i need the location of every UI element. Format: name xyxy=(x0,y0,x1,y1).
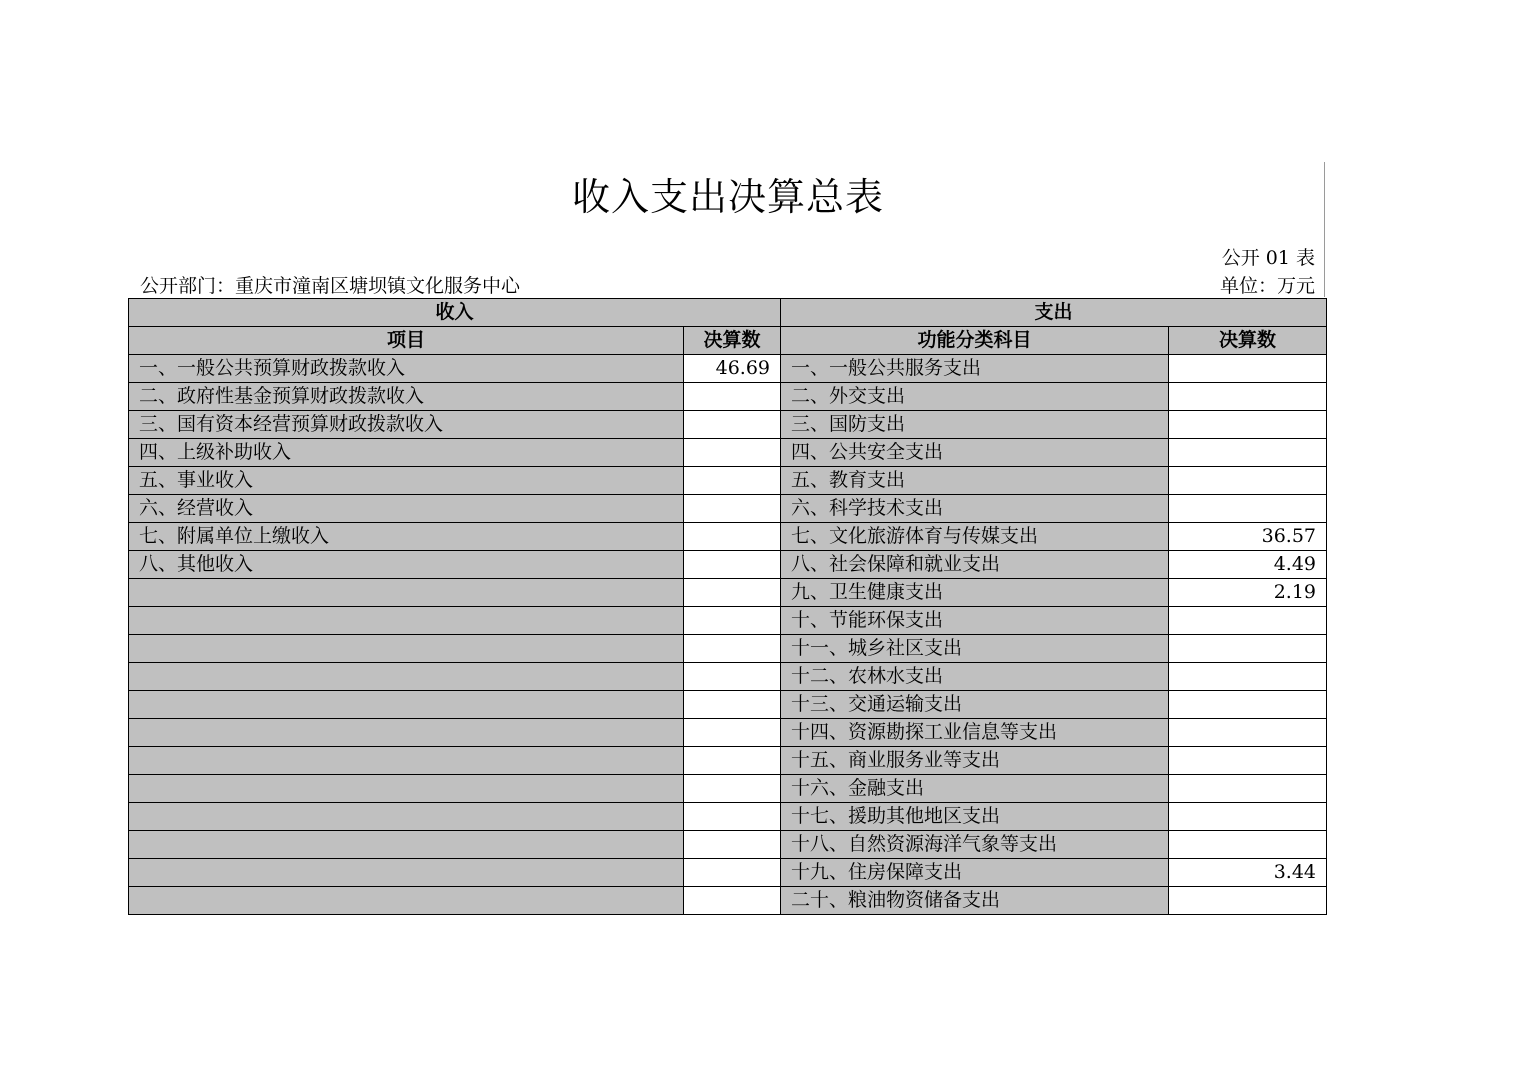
income-item-cell xyxy=(129,859,684,887)
income-amount-cell xyxy=(684,691,781,719)
expense-amount-cell xyxy=(1169,495,1327,523)
income-amount-cell xyxy=(684,607,781,635)
table-row xyxy=(129,607,1327,635)
table-row xyxy=(129,775,1327,803)
table-row xyxy=(129,859,1327,887)
income-amount-cell xyxy=(684,635,781,663)
income-item-cell xyxy=(129,887,684,915)
income-item-cell xyxy=(129,607,684,635)
income-item-cell xyxy=(129,831,684,859)
expense-item-cell: 十二、农林水支出 xyxy=(781,663,1169,691)
table-row xyxy=(129,523,1327,551)
income-amount-cell xyxy=(684,803,781,831)
table-body xyxy=(129,355,1327,915)
income-item-cell xyxy=(129,747,684,775)
table-row xyxy=(129,439,1327,467)
expense-amount-cell xyxy=(1169,439,1327,467)
expense-amount-cell: 36.57 xyxy=(1169,523,1327,551)
expense-item-cell: 九、卫生健康支出 xyxy=(781,579,1169,607)
income-amount-cell xyxy=(684,831,781,859)
expense-amount-cell xyxy=(1169,383,1327,411)
expense-amount-cell xyxy=(1169,635,1327,663)
expense-header: 支出 xyxy=(781,299,1327,327)
income-amount-cell xyxy=(684,439,781,467)
income-item-cell: 八、其他收入 xyxy=(129,551,684,579)
expense-amount-cell: 4.49 xyxy=(1169,551,1327,579)
table-row xyxy=(129,691,1327,719)
expense-item-cell: 五、教育支出 xyxy=(781,467,1169,495)
income-amount-cell: 46.69 xyxy=(684,355,781,383)
expense-item-cell: 一、一般公共服务支出 xyxy=(781,355,1169,383)
expense-amount-cell xyxy=(1169,663,1327,691)
table-row xyxy=(129,663,1327,691)
expense-item-cell: 四、公共安全支出 xyxy=(781,439,1169,467)
table-row xyxy=(129,579,1327,607)
expense-item-cell: 十五、商业服务业等支出 xyxy=(781,747,1169,775)
expense-item-cell: 十、节能环保支出 xyxy=(781,607,1169,635)
expense-item-cell: 二十、粮油物资储备支出 xyxy=(781,887,1169,915)
table-column-header-row xyxy=(129,327,1327,355)
income-amount-cell xyxy=(684,887,781,915)
expense-amount-cell xyxy=(1169,831,1327,859)
income-amount-cell xyxy=(684,523,781,551)
table-row xyxy=(129,831,1327,859)
expense-item-cell: 七、文化旅游体育与传媒支出 xyxy=(781,523,1169,551)
expense-item-cell: 六、科学技术支出 xyxy=(781,495,1169,523)
income-amount-cell xyxy=(684,551,781,579)
table-row xyxy=(129,719,1327,747)
expense-amount-cell xyxy=(1169,691,1327,719)
department-label: 公开部门：重庆市潼南区塘坝镇文化服务中心 xyxy=(140,275,521,297)
table-row xyxy=(129,495,1327,523)
income-header: 收入 xyxy=(129,299,781,327)
expense-item-cell: 十四、资源勘探工业信息等支出 xyxy=(781,719,1169,747)
unit-label: 单位：万元 xyxy=(1219,275,1315,297)
expense-amount-cell xyxy=(1169,747,1327,775)
expense-amount-cell: 2.19 xyxy=(1169,579,1327,607)
expense-amount-cell xyxy=(1169,719,1327,747)
expense-amount-column-header: 决算数 xyxy=(1169,327,1327,355)
table-row xyxy=(129,887,1327,915)
income-item-cell xyxy=(129,719,684,747)
table-row xyxy=(129,551,1327,579)
page-title: 收入支出决算总表 xyxy=(571,175,884,219)
income-amount-cell xyxy=(684,775,781,803)
expense-amount-cell xyxy=(1169,887,1327,915)
table-row xyxy=(129,383,1327,411)
income-amount-cell xyxy=(684,719,781,747)
expense-item-cell: 二、外交支出 xyxy=(781,383,1169,411)
income-item-cell: 一、一般公共预算财政拨款收入 xyxy=(129,355,684,383)
income-item-cell: 四、上级补助收入 xyxy=(129,439,684,467)
income-item-cell xyxy=(129,579,684,607)
table-group-header-row xyxy=(129,299,1327,327)
table-row xyxy=(129,467,1327,495)
expense-amount-cell xyxy=(1169,803,1327,831)
expense-item-cell: 十六、金融支出 xyxy=(781,775,1169,803)
table-row xyxy=(129,803,1327,831)
income-amount-cell xyxy=(684,383,781,411)
expense-item-cell: 三、国防支出 xyxy=(781,411,1169,439)
expense-amount-cell xyxy=(1169,467,1327,495)
income-item-cell xyxy=(129,635,684,663)
expense-amount-cell xyxy=(1169,607,1327,635)
income-amount-cell xyxy=(684,495,781,523)
income-amount-cell xyxy=(684,467,781,495)
income-item-cell xyxy=(129,803,684,831)
income-item-cell: 七、附属单位上缴收入 xyxy=(129,523,684,551)
budget-table xyxy=(128,298,1327,915)
table-row xyxy=(129,635,1327,663)
table-code: 公开 01 表 xyxy=(1221,247,1315,269)
income-item-cell: 三、国有资本经营预算财政拨款收入 xyxy=(129,411,684,439)
income-item-cell xyxy=(129,691,684,719)
expense-amount-cell: 3.44 xyxy=(1169,859,1327,887)
table-row xyxy=(129,747,1327,775)
expense-item-cell: 十七、援助其他地区支出 xyxy=(781,803,1169,831)
expense-item-cell: 十三、交通运输支出 xyxy=(781,691,1169,719)
table-row xyxy=(129,411,1327,439)
income-amount-cell xyxy=(684,859,781,887)
income-item-cell: 六、经营收入 xyxy=(129,495,684,523)
income-item-cell xyxy=(129,663,684,691)
expense-item-cell: 十一、城乡社区支出 xyxy=(781,635,1169,663)
income-item-cell: 五、事业收入 xyxy=(129,467,684,495)
expense-item-cell: 八、社会保障和就业支出 xyxy=(781,551,1169,579)
expense-amount-cell xyxy=(1169,355,1327,383)
income-amount-cell xyxy=(684,747,781,775)
income-item-cell xyxy=(129,775,684,803)
expense-item-cell: 十九、住房保障支出 xyxy=(781,859,1169,887)
expense-amount-cell xyxy=(1169,775,1327,803)
expense-item-cell: 十八、自然资源海洋气象等支出 xyxy=(781,831,1169,859)
income-amount-cell xyxy=(684,579,781,607)
table-row xyxy=(129,355,1327,383)
income-amount-cell xyxy=(684,411,781,439)
function-category-column-header: 功能分类科目 xyxy=(781,327,1169,355)
amount-column-header: 决算数 xyxy=(684,327,781,355)
income-amount-cell xyxy=(684,663,781,691)
income-item-cell: 二、政府性基金预算财政拨款收入 xyxy=(129,383,684,411)
item-column-header: 项目 xyxy=(129,327,684,355)
expense-amount-cell xyxy=(1169,411,1327,439)
